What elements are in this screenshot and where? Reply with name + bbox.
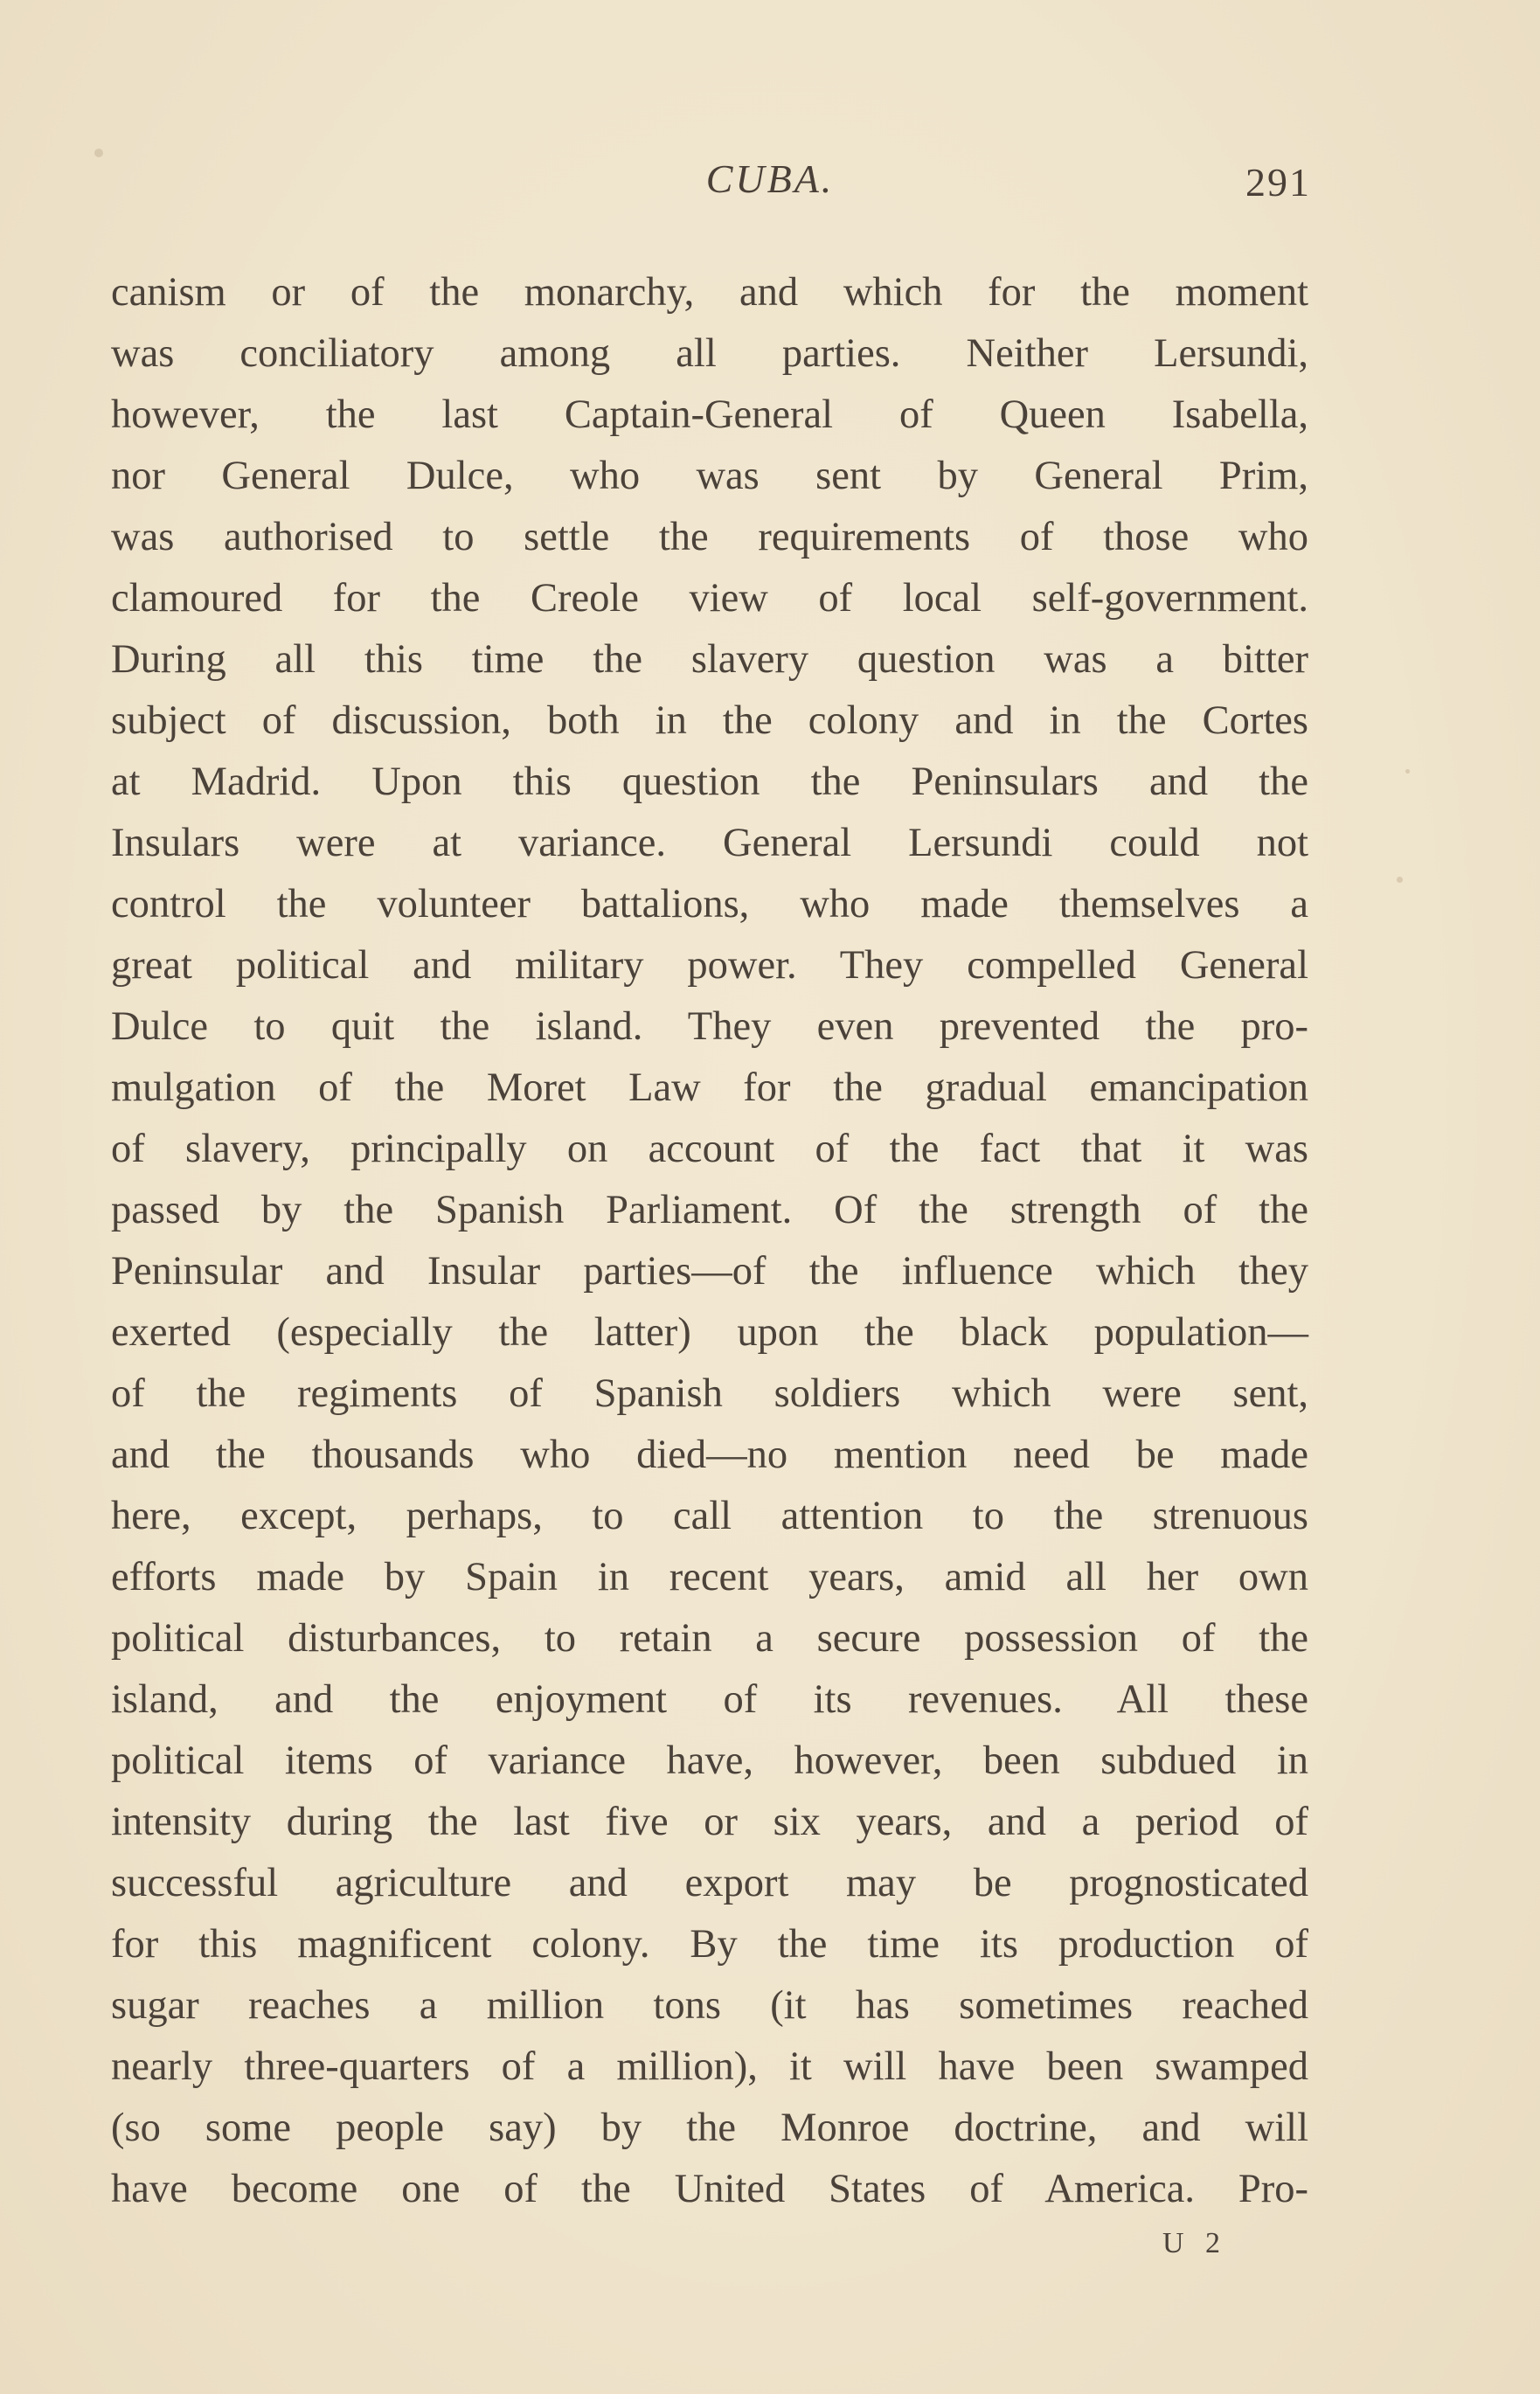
text-line: Insulars were at variance. General Lersundi could not <box>111 821 1308 865</box>
text-line: great political and military power. They compelled General <box>111 943 1308 988</box>
text-line: During all this time the slavery question was a bitter <box>111 637 1308 682</box>
text-line: Dulce to quit the island. They even prevented the pro- <box>111 1004 1308 1049</box>
paper-speck <box>1405 769 1410 774</box>
running-title: CUBA. <box>705 156 835 201</box>
paper-speck <box>1397 877 1403 883</box>
text-line: for this magnificent colony. By the time its production of <box>111 1922 1308 1967</box>
text-line: was authorised to settle the requirements of those who <box>111 515 1308 559</box>
text-line: nearly three-quarters of a million), it will have been swamped <box>111 2044 1308 2089</box>
text-line: have become one of the United States of America. Pro- <box>111 2167 1308 2211</box>
text-line: here, except, perhaps, to call attention to the strenuous <box>111 1494 1308 1538</box>
text-line: however, the last Captain-General of Queen Isabella, <box>111 392 1308 437</box>
text-line: of slavery, principally on account of the fact that it was <box>111 1127 1308 1171</box>
text-line: island, and the enjoyment of its revenues. All these <box>111 1677 1308 1722</box>
text-line: was conciliatory among all parties. Neither Lersundi, <box>111 331 1308 376</box>
text-line: exerted (especially the latter) upon the black population— <box>111 1310 1308 1355</box>
text-line: nor General Dulce, who was sent by General Prim, <box>111 454 1308 498</box>
page-number: 291 <box>1245 160 1311 205</box>
text-line: at Madrid. Upon this question the Peninsulars and the <box>111 760 1308 804</box>
text-line: efforts made by Spain in recent years, amid all her own <box>111 1555 1308 1599</box>
text-line: subject of discussion, both in the colony and in the Cortes <box>111 698 1308 743</box>
text-line: sugar reaches a million tons (it has sometimes reached <box>111 1983 1308 2028</box>
text-line: political items of variance have, however, been subdued in <box>111 1738 1308 1783</box>
text-line: clamoured for the Creole view of local self-government. <box>111 576 1308 621</box>
text-line: intensity during the last five or six years, and a period of <box>111 1800 1308 1844</box>
text-line: (so some people say) by the Monroe doctrine, and will <box>111 2106 1308 2150</box>
text-line: control the volunteer battalions, who made themselves a <box>111 882 1308 926</box>
text-line: Peninsular and Insular parties—of the influence which they <box>111 1249 1308 1294</box>
text-line: passed by the Spanish Parliament. Of the strength of the <box>111 1188 1308 1232</box>
running-head <box>0 156 1540 217</box>
text-line: mulgation of the Moret Law for the gradual emancipation <box>111 1065 1308 1110</box>
text-line: of the regiments of Spanish soldiers which were sent, <box>111 1371 1308 1416</box>
body-text <box>111 262 1308 2220</box>
text-line: political disturbances, to retain a secure possession of the <box>111 1616 1308 1661</box>
signature-mark: U 2 <box>1162 2227 1228 2259</box>
text-line: canism or of the monarchy, and which for the moment <box>111 270 1308 315</box>
text-line: and the thousands who died—no mention need be made <box>111 1433 1308 1477</box>
text-line: successful agriculture and export may be prognosticated <box>111 1861 1308 1905</box>
